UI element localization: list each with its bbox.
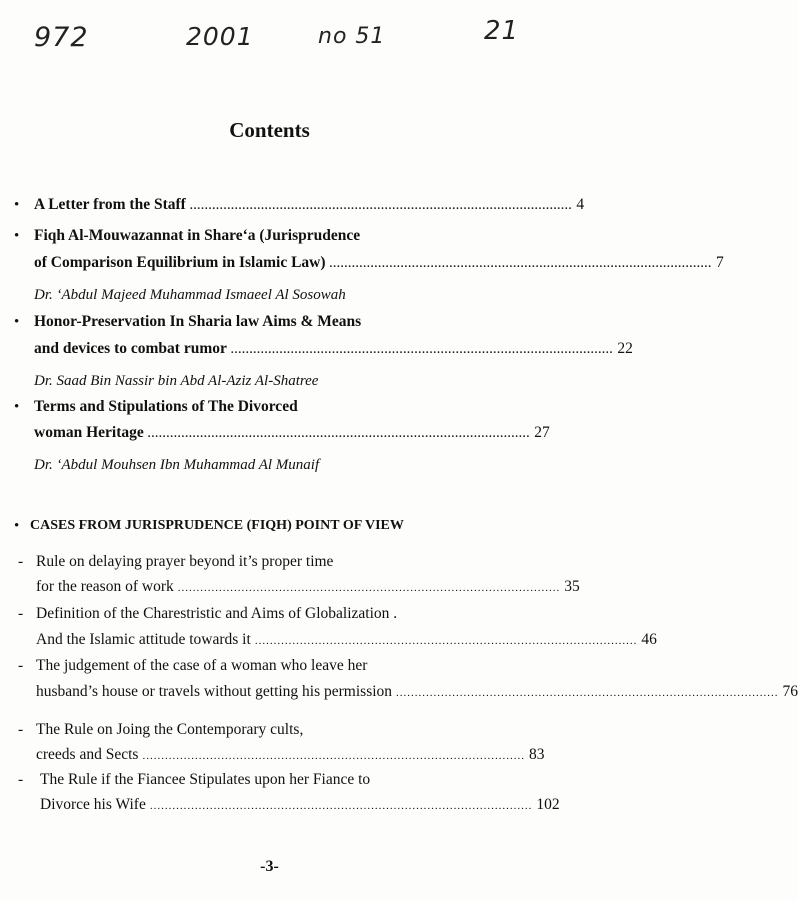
toc-entry-title: husband’s house or travels without getting his permission [36, 683, 393, 700]
toc-item-title-line[interactable]: Rule on delaying prayer beyond it’s proper time [36, 553, 334, 570]
leader-dots: ...................................................................................................... [329, 258, 713, 270]
toc-entry-title: A Letter from the Staff [34, 196, 186, 213]
leader-dots: ...................................................................................................... [177, 582, 561, 594]
toc-item-title-line[interactable]: The judgement of the case of a woman who leave her [36, 657, 368, 674]
toc-entry-page: 35 [564, 578, 580, 595]
toc-entry-page: 83 [528, 746, 545, 763]
toc-item-fiancee[interactable] [40, 795, 560, 815]
dash-marker: - [18, 771, 24, 788]
leader-dots: ...................................................................................................... [147, 428, 531, 440]
toc-item-globalization[interactable] [36, 630, 657, 650]
toc-entry-title: of Comparison Equilibrium in Islamic Law) [34, 254, 326, 271]
bullet-icon: • [14, 228, 20, 244]
toc-entry-title: creeds and Sects [36, 746, 139, 763]
toc-entry-page: 4 [576, 196, 585, 213]
dash-marker: - [18, 553, 24, 570]
bullet-icon: • [14, 197, 20, 213]
handwritten-year: 2001 [186, 22, 254, 51]
handwritten-number-972: 972 [34, 22, 89, 53]
toc-entry-title: Divorce his Wife [40, 796, 146, 813]
toc-item-prayer[interactable] [36, 577, 580, 597]
toc-entry-title-line[interactable]: Honor-Preservation In Sharia law Aims & Means [34, 313, 362, 330]
bullet-icon: • [14, 314, 20, 330]
toc-entry-honor[interactable] [34, 339, 633, 359]
toc-entry-title: woman Heritage [34, 424, 144, 441]
toc-item-woman-travel[interactable] [36, 682, 798, 702]
page-number: -3- [260, 858, 279, 875]
toc-entry-author: Dr. ‘Abdul Majeed Muhammad Ismaeel Al Sosowah [34, 287, 346, 303]
toc-entry-title: and devices to combat rumor [34, 340, 227, 357]
bullet-icon: • [14, 399, 20, 415]
toc-item-title-line[interactable]: The Rule if the Fiancee Stipulates upon her Fiance to [40, 771, 371, 788]
leader-dots: ...................................................................................................... [142, 750, 525, 762]
toc-entry-heritage[interactable] [34, 423, 550, 443]
leader-dots: ...................................................................................................... [189, 200, 573, 212]
handwritten-issue-number: no 51 [318, 24, 386, 49]
leader-dots: ...................................................................................................... [230, 344, 614, 356]
toc-entry-title-line[interactable]: Terms and Stipulations of The Divorced [34, 398, 298, 415]
toc-entry-author: Dr. ‘Abdul Mouhsen Ibn Muhammad Al Munaif [34, 457, 320, 473]
toc-entry-fiqh[interactable] [34, 253, 724, 273]
toc-item-title-line[interactable]: The Rule on Joing the Contemporary cults, [36, 721, 304, 738]
toc-entry-page: 76 [782, 683, 798, 700]
toc-item-cults[interactable] [36, 745, 545, 765]
toc-entry-page: 46 [641, 631, 657, 648]
toc-entry-title: And the Islamic attitude towards it [36, 631, 251, 648]
toc-entry-page: 22 [617, 340, 633, 357]
toc-entry-letter[interactable] [34, 195, 585, 215]
bullet-icon: • [14, 518, 20, 534]
dash-marker: - [18, 721, 24, 738]
toc-entry-page: 27 [534, 424, 550, 441]
handwritten-number-21: 21 [484, 16, 520, 46]
page-title: Contents [229, 118, 310, 142]
toc-entry-page: 102 [536, 796, 560, 813]
toc-entry-title: for the reason of work [36, 578, 174, 595]
dash-marker: - [18, 605, 24, 622]
leader-dots: ...................................................................................................... [254, 635, 638, 647]
toc-item-title-line[interactable]: Definition of the Charestristic and Aims of Globalization . [36, 605, 398, 622]
leader-dots: ...................................................................................................... [149, 800, 533, 812]
dash-marker: - [18, 657, 24, 674]
leader-dots: ...................................................................................................... [396, 687, 779, 699]
toc-entry-author: Dr. Saad Bin Nassir bin Abd Al-Aziz Al-Shatree [34, 373, 319, 389]
toc-entry-title-line[interactable]: Fiqh Al-Mouwazannat in Share‘a (Jurisprudence [34, 227, 361, 244]
toc-entry-page: 7 [716, 254, 724, 271]
section-heading: CASES FROM JURISPRUDENCE (FIQH) POINT OF VIEW [30, 518, 404, 533]
